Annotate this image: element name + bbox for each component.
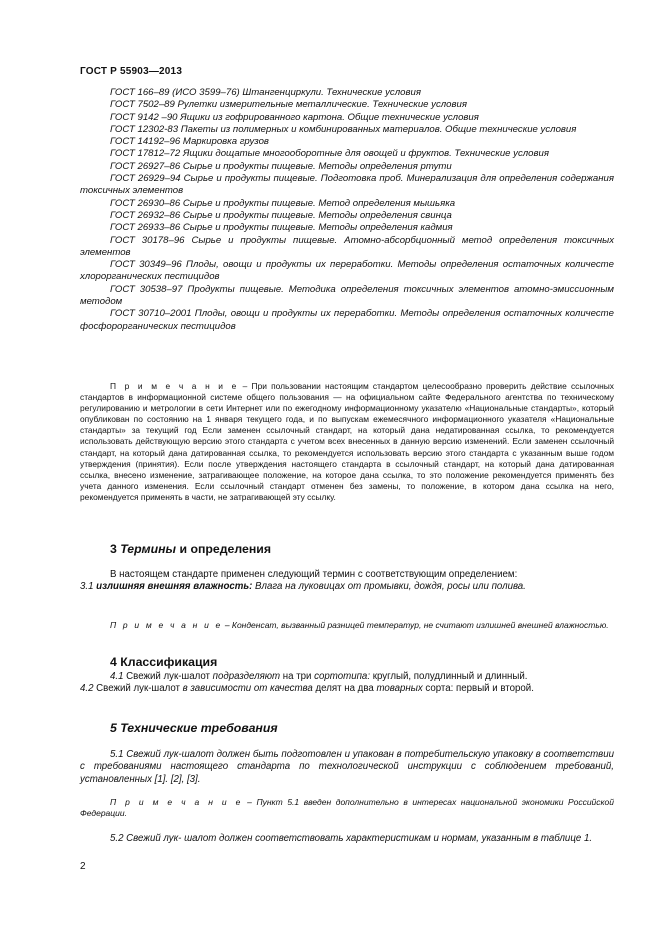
section-title-rest: и определения [176, 542, 272, 556]
clause-number: 4.2 [80, 683, 94, 695]
reference-item: ГОСТ 26930–86 Сырье и продукты пищевые. Метод определения мышьяка [110, 197, 456, 209]
section-4-heading: 4 Классификация [110, 655, 218, 669]
clause-emphasis: сортотипа: [314, 671, 371, 682]
clause-5-1: 5.1 Свежий лук-шалот должен быть подготовлен и упакован в потребительскую упаковку в соответствии с требованиями настоящего стандарта по технологической инструкции с соблюдением требований, установленных [1]. [2], [3]. [80, 749, 614, 785]
section-5-heading: 5 Технические требования [110, 721, 278, 735]
page-number: 2 [80, 861, 86, 872]
clause-emphasis: подразделяют [212, 671, 281, 682]
clause-number: 4.1 [110, 671, 124, 682]
clause-text: Свежий лук-шалот [93, 683, 183, 695]
reference-item: ГОСТ 166–89 (ИСО 3599–76) Штангенциркули. Технические условия [110, 87, 421, 98]
section-3-note [80, 620, 614, 631]
clause-text: сорта: первый и второй. [422, 683, 534, 695]
clause-emphasis: в зависимости от качества [182, 683, 313, 695]
reference-item: ГОСТ 17812–72 Ящики дощатые многооборотные для овощей и фруктов. Технические условия [110, 148, 549, 160]
term-name: излишняя внешняя влажность: [96, 581, 253, 593]
note-text: – При пользовании настоящим стандартом целесообразно проверить действие ссылочных стандартов в информационной системе общего пользования — на официальном сайте Федерального агентства по техническому регулированию и метрологии в сети Интернет или по ежегодному информационному указателю «Национальные стандарты», который опубликован по состоянию на 1 января текущего года, и по выпускам ежемесячного информационного указателя «Национальные стандарты» за текущий год Если заменен ссылочный стандарт, на который дана недатированная ссылка, то рекомендуется использовать действующую версию этого стандарта с учетом всех внесенных в данную версию изменений. Если заменен ссылочный стандарт, на который дана датированная ссылка, то рекомендуется использовать версию этого стандарта с указанным выше годом утверждения (принятия). Если после утверждения настоящего стандарта в ссылочный стандарт, на который дана датированная ссылка, внесено изменение, затрагивающее положение, на которое дана ссылка, то это положение рекомендуется применять без учета данного изменения. Если ссылочный стандарт отменен без замены, то положение, в котором дана ссылка на него, рекомендуется применять в части, не затрагивающей эту ссылку. [80, 381, 614, 502]
section-3-heading [110, 542, 271, 556]
reference-item: ГОСТ 30349–96 Плоды, овощи и продукты их переработки. Методы определения остаточных количесте хлорорганических пестицидов [80, 259, 614, 283]
section-3-body [80, 569, 614, 594]
section-number: 3 [110, 542, 121, 556]
term-definition: Влага на луковицах от промывки, дождя, росы или полива. [252, 581, 526, 593]
clause-text: Свежий лук-шалот [123, 671, 213, 682]
reference-item: ГОСТ 30178–96 Сырье и продукты пищевые. Атомно-абсорбционный метод определения токсичных элементов [80, 234, 614, 258]
reference-item: ГОСТ 26933–86 Сырье и продукты пищевые. Методы определения кадмия [110, 222, 453, 234]
term-number: 3.1 [80, 581, 97, 593]
clause-emphasis: товарных [376, 683, 423, 695]
reference-item: ГОСТ 7502–89 Рулетки измерительные металлические. Технические условия [110, 99, 467, 111]
clause-text: на три [280, 671, 315, 682]
document-id-header: ГОСТ Р 55903—2013 [80, 66, 183, 77]
clause-text: круглый, полудлинный и длинный. [370, 671, 528, 682]
note-label: П р и м е ч а н и е [110, 381, 239, 391]
clause-text: делят на два [312, 683, 377, 695]
reference-item: ГОСТ 26932–86 Сырье и продукты пищевые. Методы определения свинца [110, 209, 452, 221]
reference-item: ГОСТ 12302-83 Пакеты из полимерных и комбинированных материалов. Общие технические условия [110, 123, 577, 135]
section-5-note [80, 797, 614, 819]
reference-item: ГОСТ 14192–96 Маркировка грузов [110, 136, 269, 148]
reference-item: ГОСТ 26929–94 Сырье и продукты пищевые. Подготовка проб. Минерализация для определения содержания токсичных элементов [80, 173, 614, 197]
note-text: – Конденсат, вызванный разницей температур, не считают излишней внешней влажностью. [222, 620, 609, 630]
section-4-body [80, 671, 614, 696]
reference-item: ГОСТ 9142 –90 Ящики из гофрированного картона. Общие технические условия [110, 111, 479, 123]
references-note [80, 381, 614, 503]
note-text: – Пункт 5.1 введен дополнительно в интересах национальной экономики Российской Федерации. [80, 797, 614, 819]
normative-references-list [80, 87, 614, 333]
reference-item: ГОСТ 30710–2001 Плоды, овощи и продукты их переработки. Методы определения остаточных количесте фосфорорганических пестицидов [80, 308, 614, 332]
reference-item: ГОСТ 26927–86 Сырье и продукты пищевые. Методы определения ртути [110, 160, 452, 172]
clause-5-2: 5.2 Свежий лук- шалот должен соответствовать характеристикам и нормам, указанным в таблице 1. [110, 833, 593, 844]
section-3-intro: В настоящем стандарте применен следующий термин с соответствующим определением: [110, 569, 518, 580]
note-label: П р и м е ч а н и е [110, 620, 223, 630]
reference-item: ГОСТ 30538–97 Продукты пищевые. Методика определения токсичных элементов атомно-эмиссионным методом [80, 283, 614, 308]
section-title-emphasis: Термины [120, 542, 177, 556]
note-label: П р и м е ч а н и е [110, 797, 243, 807]
